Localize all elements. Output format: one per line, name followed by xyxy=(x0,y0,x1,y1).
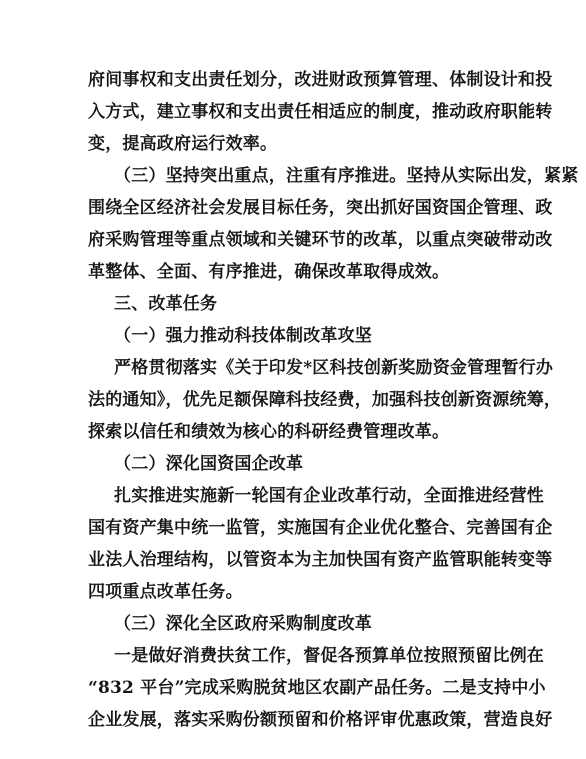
paragraph-4-line-3: 业法人治理结构，以管资本为主加快国有资产监管职能转变等 xyxy=(88,550,553,570)
paragraph-3-line-3: 探索以信任和绩效为核心的科研经费管理改革。 xyxy=(88,422,450,442)
paragraph-1-line-2: 入方式，建立事权和支出责任相适应的制度，推动政府职能转 xyxy=(88,102,553,122)
paragraph-4-line-4: 四项重点改革任务。 xyxy=(88,582,243,602)
paragraph-2-line-4: 革整体、全面、有序推进，确保改革取得成效。 xyxy=(88,262,450,282)
paragraph-2-line-3: 府采购管理等重点领域和关键环节的改革，以重点突破带动改 xyxy=(88,230,553,250)
subsection-heading-1: （一）强力推动科技体制改革攻坚 xyxy=(114,326,372,346)
paragraph-5-line-1: 一是做好消费扶贫工作，督促各预算单位按照预留比例在 xyxy=(114,646,544,666)
section-heading-3: 三、改革任务 xyxy=(114,294,218,314)
paragraph-1-line-1: 府间事权和支出责任划分，改进财政预算管理、体制设计和投 xyxy=(88,70,553,90)
paragraph-5-line-3: 企业发展，落实采购份额预留和价格评审优惠政策，营造良好 xyxy=(88,710,553,730)
subsection-heading-3: （三）深化全区政府采购制度改革 xyxy=(114,614,372,634)
paragraph-2-line-1: （三）坚持突出重点，注重有序推进。坚持从实际出发，紧紧 xyxy=(114,166,579,186)
paragraph-4-line-1: 扎实推进实施新一轮国有企业改革行动，全面推进经营性 xyxy=(114,486,544,506)
paragraph-3-line-2: 法的通知》，优先足额保障科技经费，加强科技创新资源统筹， xyxy=(88,390,562,410)
paragraph-5-line-2: “832 平台”完成采购脱贫地区农副产品任务。二是支持中小 xyxy=(88,678,546,698)
subsection-heading-2: （二）深化国资国企改革 xyxy=(114,454,304,474)
paragraph-3-line-1: 严格贯彻落实《关于印发*区科技创新奖励资金管理暂行办 xyxy=(114,358,554,378)
paragraph-2-line-2: 围绕全区经济社会发展目标任务，突出抓好国资国企管理、政 xyxy=(88,198,553,218)
paragraph-1-line-3: 变，提高政府运行效率。 xyxy=(88,134,278,154)
paragraph-4-line-2: 国有资产集中统一监管，实施国有企业优化整合、完善国有企 xyxy=(88,518,553,538)
